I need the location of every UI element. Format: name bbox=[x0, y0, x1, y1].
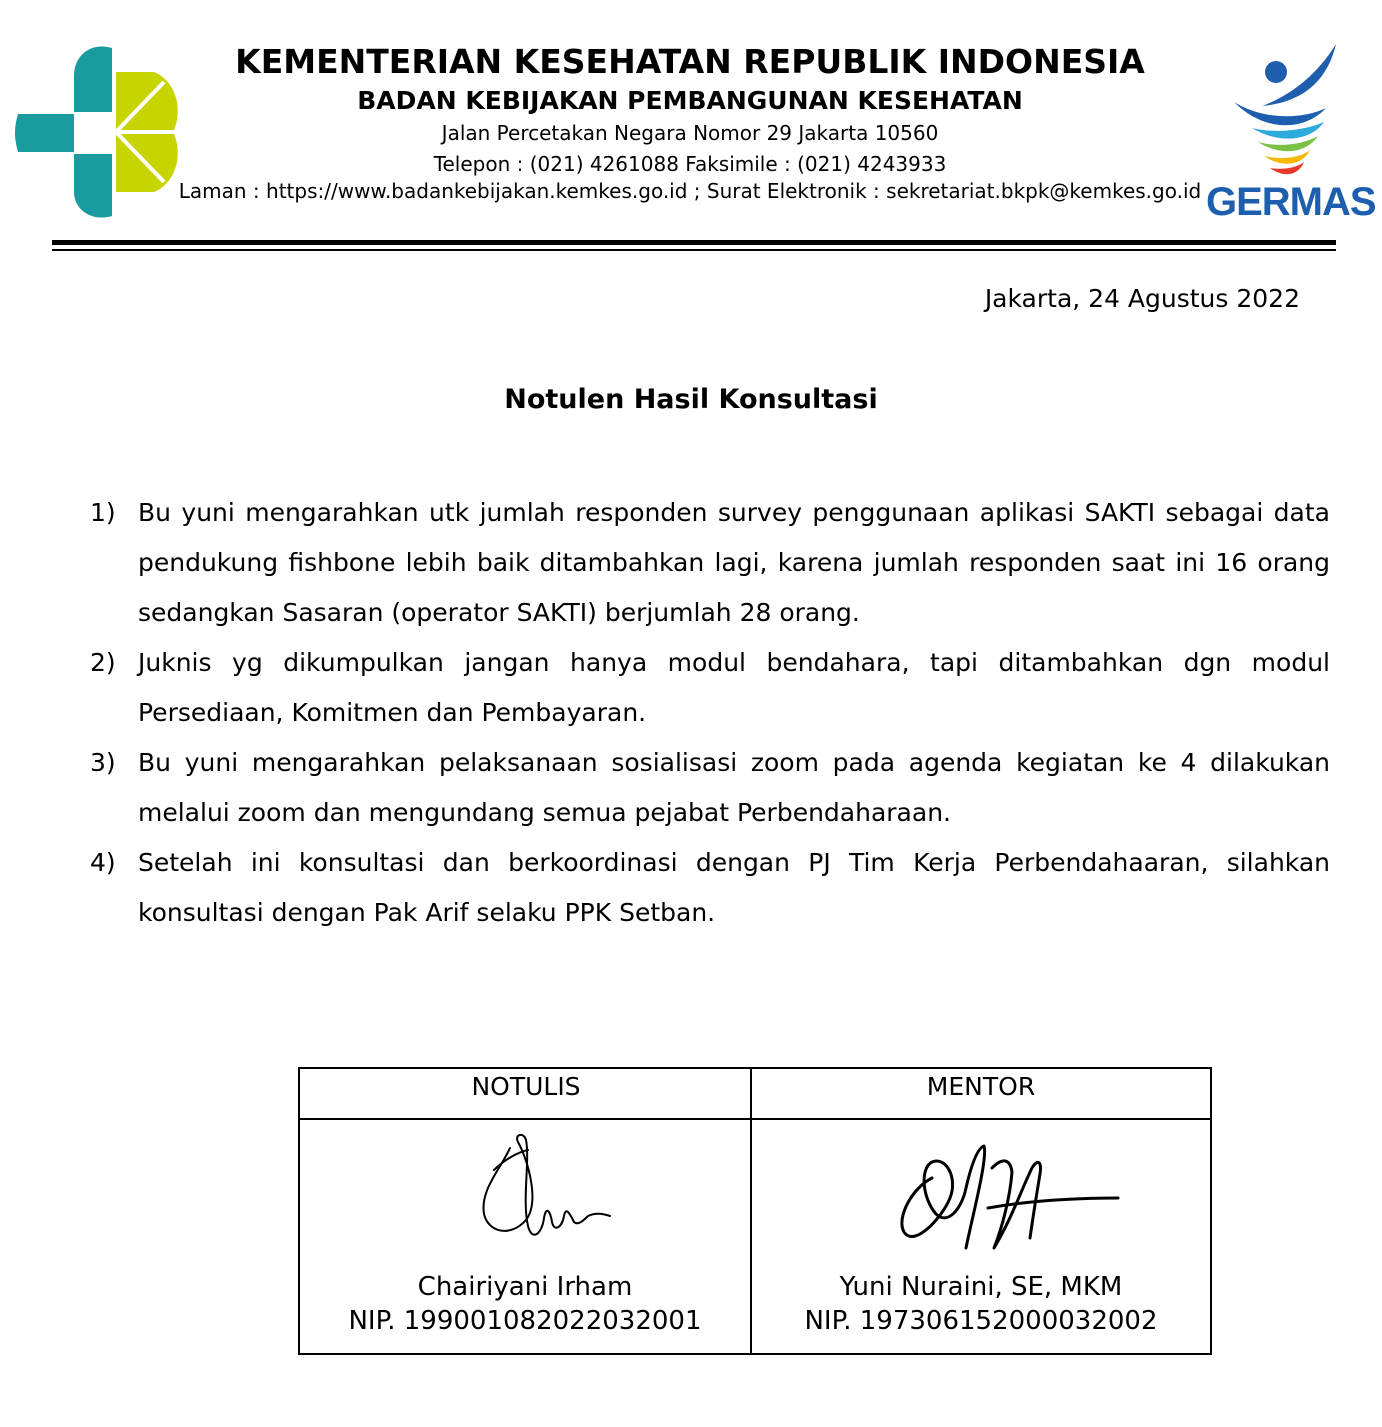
agency-name: BADAN KEBIJAKAN PEMBANGUNAN KESEHATAN bbox=[357, 86, 1023, 115]
list-item bbox=[90, 638, 1330, 738]
list-item bbox=[90, 738, 1330, 838]
document-date: Jakarta, 24 Agustus 2022 bbox=[984, 284, 1300, 313]
letterhead-rule-thick bbox=[52, 240, 1336, 245]
phone-line: Telepon : (021) 4261088 Faksimile : (021) 4243933 bbox=[433, 152, 947, 176]
list-item-text: Setelah ini konsultasi dan berkoordinasi dengan PJ Tim Kerja Perbendahaaran, silahkan konsultasi dengan Pak Arif selaku PPK Setban. bbox=[138, 848, 1330, 927]
list-item-text: Bu yuni mengarahkan pelaksanaan sosialisasi zoom pada agenda kegiatan ke 4 dilakukan melalui zoom dan mengundang semua pejabat Perbendaharaan. bbox=[138, 748, 1330, 827]
list-item-number: 4) bbox=[90, 848, 116, 877]
list-item bbox=[90, 488, 1330, 638]
signature-cell-mentor bbox=[752, 1120, 1210, 1353]
signature-cell-notulis bbox=[300, 1120, 750, 1353]
signer-name-notulis: Chairiyani Irham bbox=[417, 1272, 633, 1302]
handwritten-signature-notulis bbox=[470, 1130, 620, 1255]
list-item-text: Juknis yg dikumpulkan jangan hanya modul bendahara, tapi ditambahkan dgn modul Persediaan, Komitmen dan Pembayaran. bbox=[138, 648, 1330, 727]
letterhead-rule-thin bbox=[52, 249, 1336, 251]
notes-list bbox=[90, 488, 1330, 938]
list-item bbox=[90, 838, 1330, 938]
letterhead bbox=[150, 40, 1230, 204]
germas-wordmark: GERMAS bbox=[1206, 180, 1376, 224]
signature-header-notulis: NOTULIS bbox=[300, 1069, 752, 1120]
list-item-number: 2) bbox=[90, 648, 116, 677]
address-line: Jalan Percetakan Negara Nomor 29 Jakarta 10560 bbox=[441, 121, 939, 145]
handwritten-signature-mentor bbox=[892, 1128, 1122, 1263]
signature-header-mentor: MENTOR bbox=[752, 1069, 1210, 1120]
signature-table bbox=[298, 1067, 1212, 1355]
signer-nip-mentor: NIP. 197306152000032002 bbox=[804, 1306, 1158, 1336]
ministry-name: KEMENTERIAN KESEHATAN REPUBLIK INDONESIA bbox=[235, 42, 1145, 81]
list-item-number: 1) bbox=[90, 498, 116, 527]
document-title: Notulen Hasil Konsultasi bbox=[504, 384, 878, 415]
list-item-number: 3) bbox=[90, 748, 116, 777]
germas-logo bbox=[1206, 38, 1376, 228]
signer-nip-notulis: NIP. 199001082022032001 bbox=[348, 1306, 702, 1336]
list-item-text: Bu yuni mengarahkan utk jumlah responden survey penggunaan aplikasi SAKTI sebagai data pendukung fishbone lebih baik ditambahkan lagi, karena jumlah responden saat ini 16 orang sedangkan Sasaran (operator SAKTI) berjumlah 28 orang. bbox=[138, 498, 1330, 627]
signer-name-mentor: Yuni Nuraini, SE, MKM bbox=[839, 1272, 1123, 1302]
web-line: Laman : https://www.badankebijakan.kemkes.go.id ; Surat Elektronik : sekretariat.bkpk@kemkes.go.id bbox=[178, 179, 1202, 203]
